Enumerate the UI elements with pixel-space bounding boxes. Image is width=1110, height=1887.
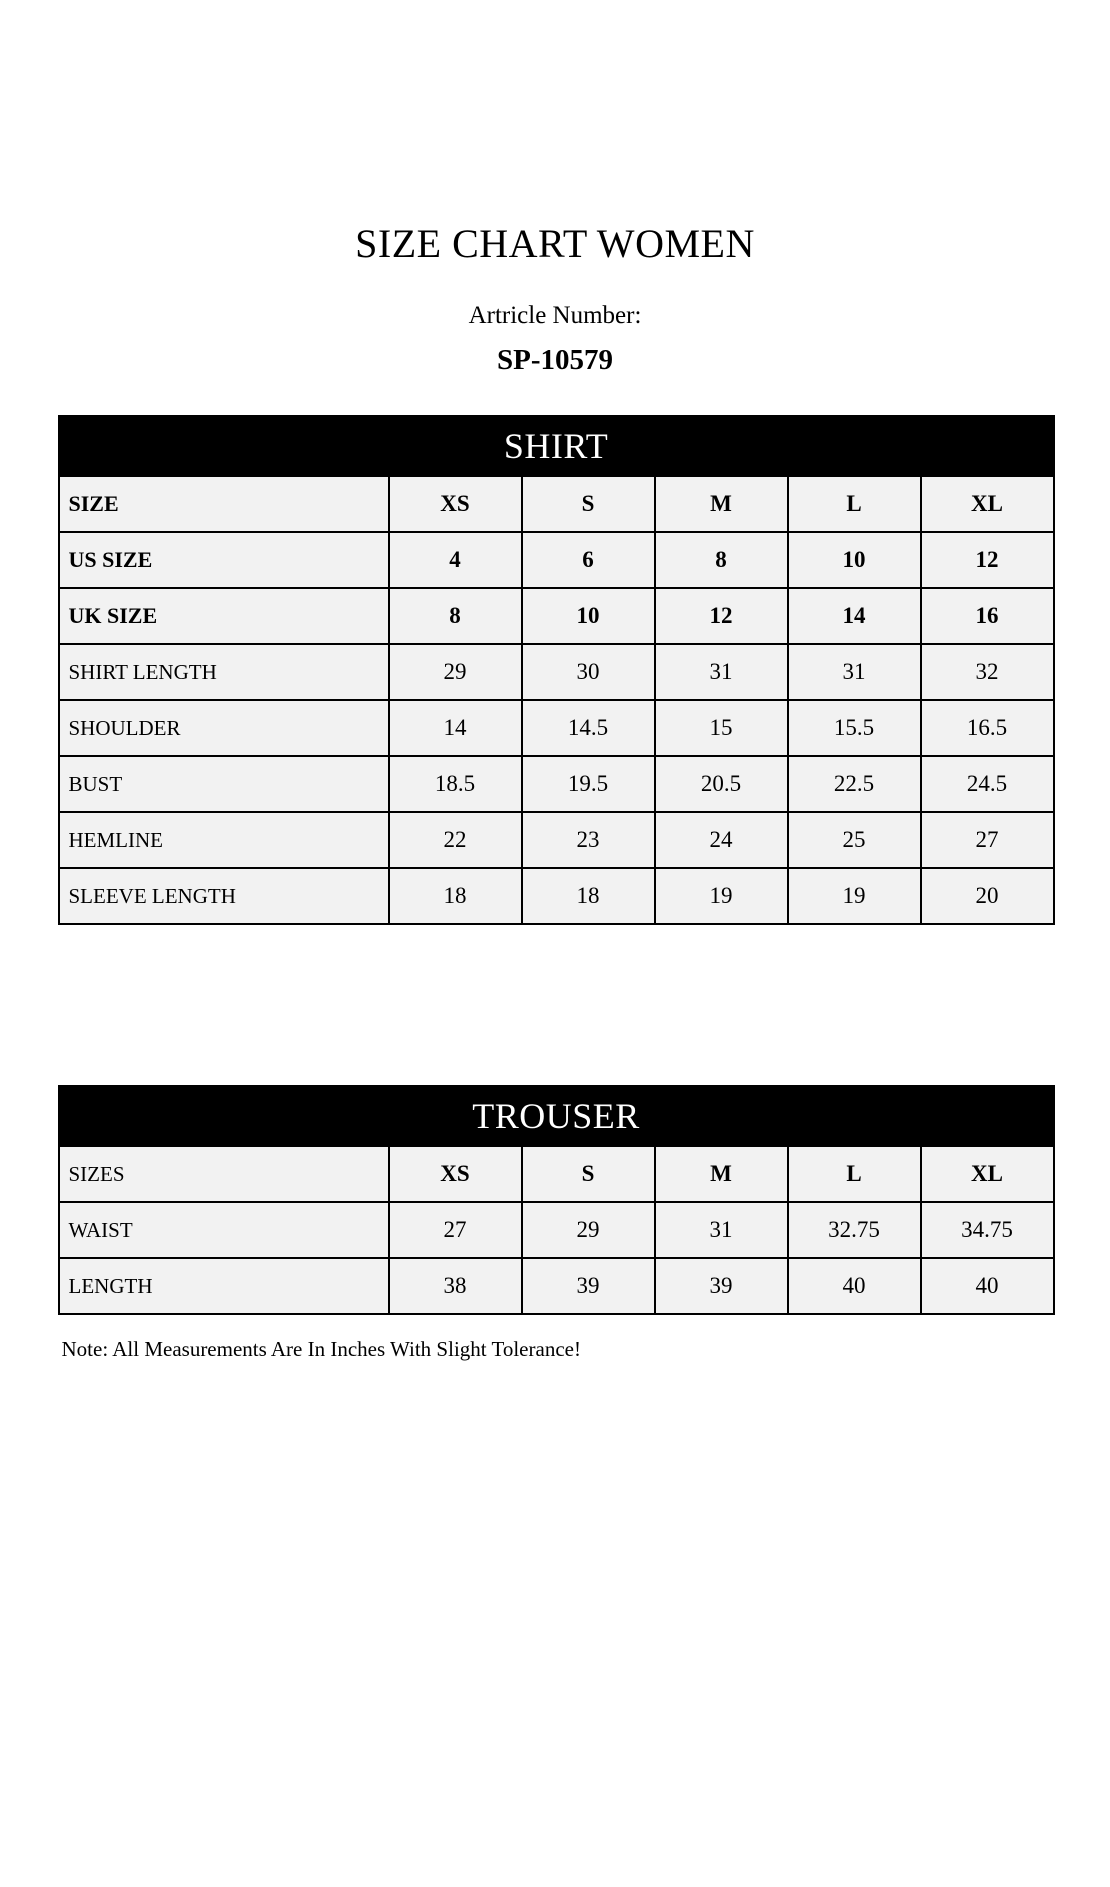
shirt-cell-1-4: 16 (921, 588, 1054, 644)
table-row (59, 756, 1054, 812)
shirt-cell-0-2: 8 (655, 532, 788, 588)
trouser-cell-0-4: 34.75 (921, 1202, 1054, 1258)
table-row (59, 1202, 1054, 1258)
trouser-header-size-xl: XL (921, 1146, 1054, 1202)
shirt-cell-2-4: 32 (921, 644, 1054, 700)
shirt-cell-1-1: 10 (522, 588, 655, 644)
shirt-cell-5-2: 24 (655, 812, 788, 868)
shirt-cell-0-0: 4 (389, 532, 522, 588)
shirt-band-label: SHIRT (59, 416, 1054, 476)
shirt-cell-2-3: 31 (788, 644, 921, 700)
shirt-cell-4-2: 20.5 (655, 756, 788, 812)
trouser-band-row (59, 1086, 1054, 1146)
shirt-cell-3-0: 14 (389, 700, 522, 756)
shirt-row-label-1: UK SIZE (59, 588, 389, 644)
shirt-size-table-wrapper (58, 415, 1053, 925)
shirt-header-size-xl: XL (921, 476, 1054, 532)
trouser-cell-1-3: 40 (788, 1258, 921, 1314)
shirt-row-label-4: BUST (59, 756, 389, 812)
shirt-cell-2-1: 30 (522, 644, 655, 700)
shirt-header-size-m: M (655, 476, 788, 532)
table-row (59, 644, 1054, 700)
shirt-cell-5-4: 27 (921, 812, 1054, 868)
page-title: SIZE CHART WOMEN (355, 221, 755, 266)
shirt-row-label-2: SHIRT LENGTH (59, 644, 389, 700)
shirt-cell-3-4: 16.5 (921, 700, 1054, 756)
shirt-cell-6-4: 20 (921, 868, 1054, 924)
shirt-cell-2-2: 31 (655, 644, 788, 700)
shirt-cell-3-2: 15 (655, 700, 788, 756)
shirt-cell-1-2: 12 (655, 588, 788, 644)
trouser-cell-0-2: 31 (655, 1202, 788, 1258)
measurement-note: Note: All Measurements Are In Inches With Slight Tolerance! (61, 1337, 581, 1361)
shirt-cell-3-1: 14.5 (522, 700, 655, 756)
shirt-cell-1-3: 14 (788, 588, 921, 644)
shirt-cell-6-0: 18 (389, 868, 522, 924)
trouser-cell-0-1: 29 (522, 1202, 655, 1258)
shirt-row-label-3: SHOULDER (59, 700, 389, 756)
shirt-cell-0-3: 10 (788, 532, 921, 588)
shirt-cell-5-3: 25 (788, 812, 921, 868)
shirt-cell-6-1: 18 (522, 868, 655, 924)
trouser-cell-1-4: 40 (921, 1258, 1054, 1314)
shirt-cell-4-1: 19.5 (522, 756, 655, 812)
shirt-cell-4-0: 18.5 (389, 756, 522, 812)
article-number-value: SP-10579 (497, 344, 613, 376)
trouser-cell-0-0: 27 (389, 1202, 522, 1258)
article-number-label: Artricle Number: (468, 302, 642, 329)
trouser-header-label: SIZES (59, 1146, 389, 1202)
trouser-size-table (58, 1085, 1055, 1315)
shirt-cell-4-4: 24.5 (921, 756, 1054, 812)
trouser-cell-0-3: 32.75 (788, 1202, 921, 1258)
trouser-size-table-wrapper (58, 1085, 1053, 1315)
shirt-cell-4-3: 22.5 (788, 756, 921, 812)
shirt-cell-6-3: 19 (788, 868, 921, 924)
trouser-cell-1-0: 38 (389, 1258, 522, 1314)
shirt-cell-5-1: 23 (522, 812, 655, 868)
table-row (59, 532, 1054, 588)
shirt-row-label-6: SLEEVE LENGTH (59, 868, 389, 924)
trouser-cell-1-1: 39 (522, 1258, 655, 1314)
shirt-cell-3-3: 15.5 (788, 700, 921, 756)
table-row (59, 868, 1054, 924)
shirt-band-row (59, 416, 1054, 476)
trouser-header-size-m: M (655, 1146, 788, 1202)
table-row (59, 1258, 1054, 1314)
shirt-header-size-l: L (788, 476, 921, 532)
size-chart-page (0, 222, 1110, 1887)
trouser-header-size-xs: XS (389, 1146, 522, 1202)
table-row (59, 588, 1054, 644)
shirt-header-size-xs: XS (389, 476, 522, 532)
shirt-size-table (58, 415, 1055, 925)
shirt-header-label: SIZE (59, 476, 389, 532)
shirt-header-size-s: S (522, 476, 655, 532)
trouser-header-size-l: L (788, 1146, 921, 1202)
table-row (59, 812, 1054, 868)
shirt-header-row (59, 476, 1054, 532)
trouser-row-label-1: LENGTH (59, 1258, 389, 1314)
trouser-row-label-0: WAIST (59, 1202, 389, 1258)
table-row (59, 700, 1054, 756)
shirt-row-label-0: US SIZE (59, 532, 389, 588)
trouser-header-size-s: S (522, 1146, 655, 1202)
shirt-cell-0-1: 6 (522, 532, 655, 588)
trouser-band-label: TROUSER (59, 1086, 1054, 1146)
shirt-cell-6-2: 19 (655, 868, 788, 924)
shirt-cell-1-0: 8 (389, 588, 522, 644)
shirt-cell-2-0: 29 (389, 644, 522, 700)
trouser-cell-1-2: 39 (655, 1258, 788, 1314)
shirt-cell-5-0: 22 (389, 812, 522, 868)
shirt-row-label-5: HEMLINE (59, 812, 389, 868)
shirt-cell-0-4: 12 (921, 532, 1054, 588)
trouser-header-row (59, 1146, 1054, 1202)
